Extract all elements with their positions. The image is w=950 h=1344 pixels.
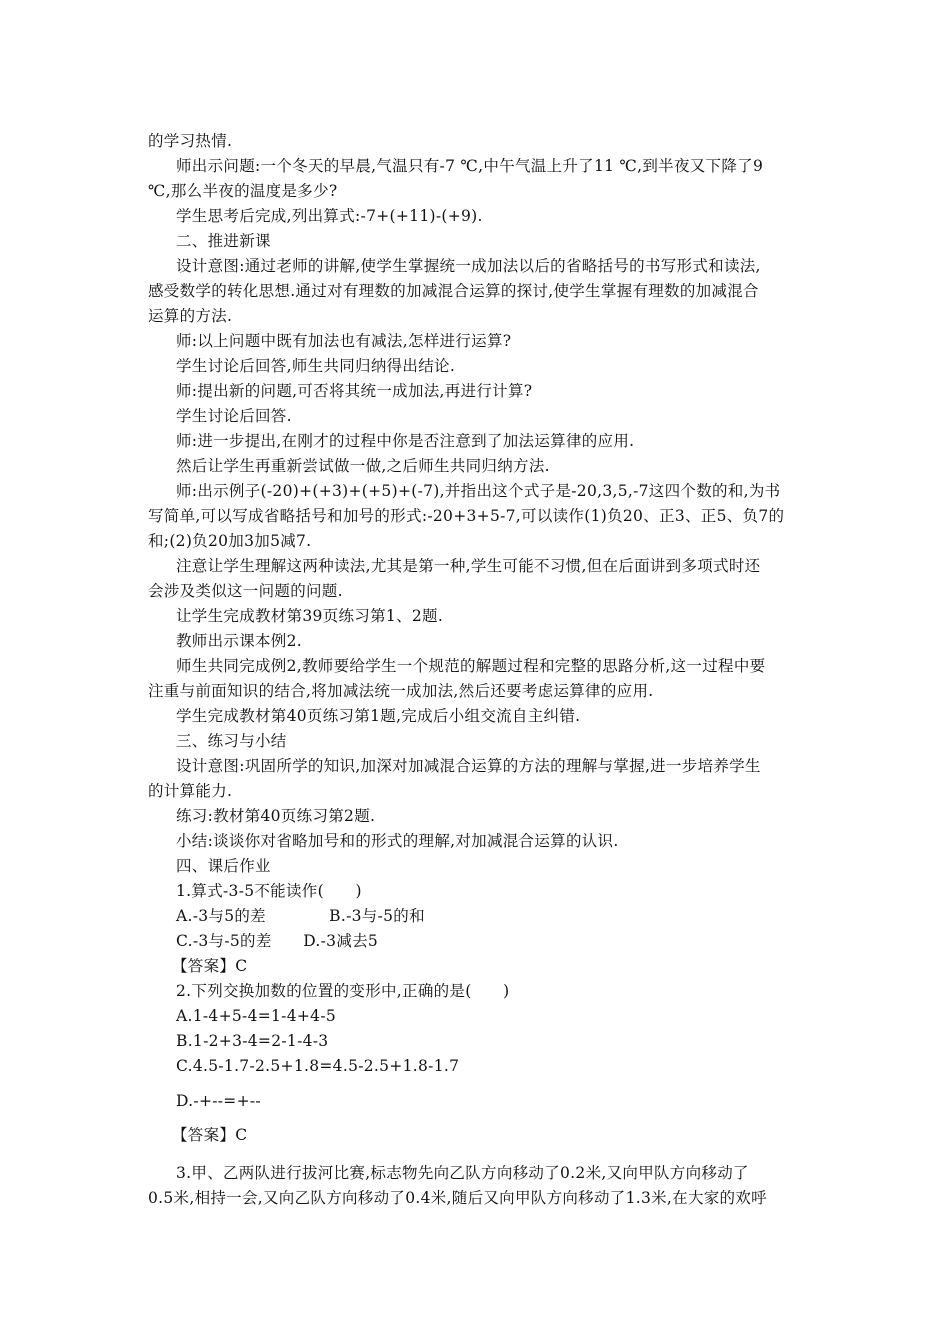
text-line: 师:进一步提出,在刚才的过程中你是否注意到了加法运算律的应用. [176,432,635,450]
section-heading: 三、练习与小结 [176,732,287,750]
text-line: 练习:教材第40页练习第2题. [176,807,376,825]
text-line: 运算的方法. [148,307,233,325]
text-line: 设计意图:通过老师的讲解,使学生掌握统一成加法以后的省略括号的书写形式和读法, [176,257,761,275]
text-line: 让学生完成教材第39页练习第1、2题. [176,607,444,625]
section-heading: 四、课后作业 [176,857,271,875]
text-line: 注重与前面知识的结合,将加减法统一成加法,然后还要考虑运算律的应用. [148,682,654,700]
text-line: ℃,那么半夜的温度是多少? [148,182,338,200]
text-line: 学生讨论后回答. [176,407,292,425]
answer-option: C.4.5-1.7-2.5+1.8=4.5-2.5+1.8-1.7 [176,1057,460,1075]
text-line: 和;(2)负20加3加5减7. [148,532,312,550]
text-line: 的计算能力. [148,782,233,800]
text-line: 会涉及类似这一问题的问题. [148,582,343,600]
answer-key: 【答案】C [172,1126,248,1144]
question-text: 3.甲、乙两队进行拔河比赛,标志物先向乙队方向移动了0.2米,又向甲队方向移动了 [176,1164,749,1182]
text-line: 的学习热情. [148,132,233,150]
question-text: 0.5米,相持一会,又向乙队方向移动了0.4米,随后又向甲队方向移动了1.3米,在大家的欢呼 [148,1189,767,1207]
question-text: 2.下列交换加数的位置的变形中,正确的是( ) [176,982,510,1000]
answer-option: D.-+--=+-- [176,1092,261,1110]
text-line: 师生共同完成例2,教师要给学生一个规范的解题过程和完整的思路分析,这一过程中要 [176,657,766,675]
text-line: 学生讨论后回答,师生共同归纳得出结论. [176,357,456,375]
text-line: 师:提出新的问题,可否将其统一成加法,再进行计算? [176,382,533,400]
text-line: 小结:谈谈你对省略加号和的形式的理解,对加减混合运算的认识. [176,832,619,850]
text-line: 师出示问题:一个冬天的早晨,气温只有-7 ℃,中午气温上升了11 ℃,到半夜又下降了9 [176,157,764,175]
section-heading: 二、推进新课 [176,232,271,250]
text-line: 学生完成教材第40页练习第1题,完成后小组交流自主纠错. [176,707,581,725]
text-line: 设计意图:巩固所学的知识,加深对加减混合运算的方法的理解与掌握,进一步培养学生 [176,757,761,775]
answer-options: C.-3与-5的差 D.-3减去5 [176,932,379,950]
text-line: 学生思考后完成,列出算式:-7+(+11)-(+9). [176,207,483,225]
text-line: 师:以上问题中既有加法也有减法,怎样进行运算? [176,332,512,350]
answer-option: A.1-4+5-4=1-4+4-5 [176,1007,337,1025]
text-line: 教师出示课本例2. [176,632,302,650]
text-line: 注意让学生理解这两种读法,尤其是第一种,学生可能不习惯,但在后面讲到多项式时还 [176,557,761,575]
text-line: 师:出示例子(-20)+(+3)+(+5)+(-7),并指出这个式子是-20,3,5,-7这四个数的和,为书 [176,482,781,500]
text-line: 写简单,可以写成省略括号和加号的形式:-20+3+5-7,可以读作(1)负20、正3、正5、负7的 [148,507,785,525]
text-line: 然后让学生再重新尝试做一做,之后师生共同归纳方法. [176,457,550,475]
answer-key: 【答案】C [172,957,248,975]
answer-options: A.-3与5的差 B.-3与-5的和 [176,907,425,925]
text-line: 感受数学的转化思想.通过对有理数的加减混合运算的探讨,使学生掌握有理数的加减混合 [148,282,759,300]
question-text: 1.算式-3-5不能读作( ) [176,882,362,900]
answer-option: B.1-2+3-4=2-1-4-3 [176,1032,329,1050]
